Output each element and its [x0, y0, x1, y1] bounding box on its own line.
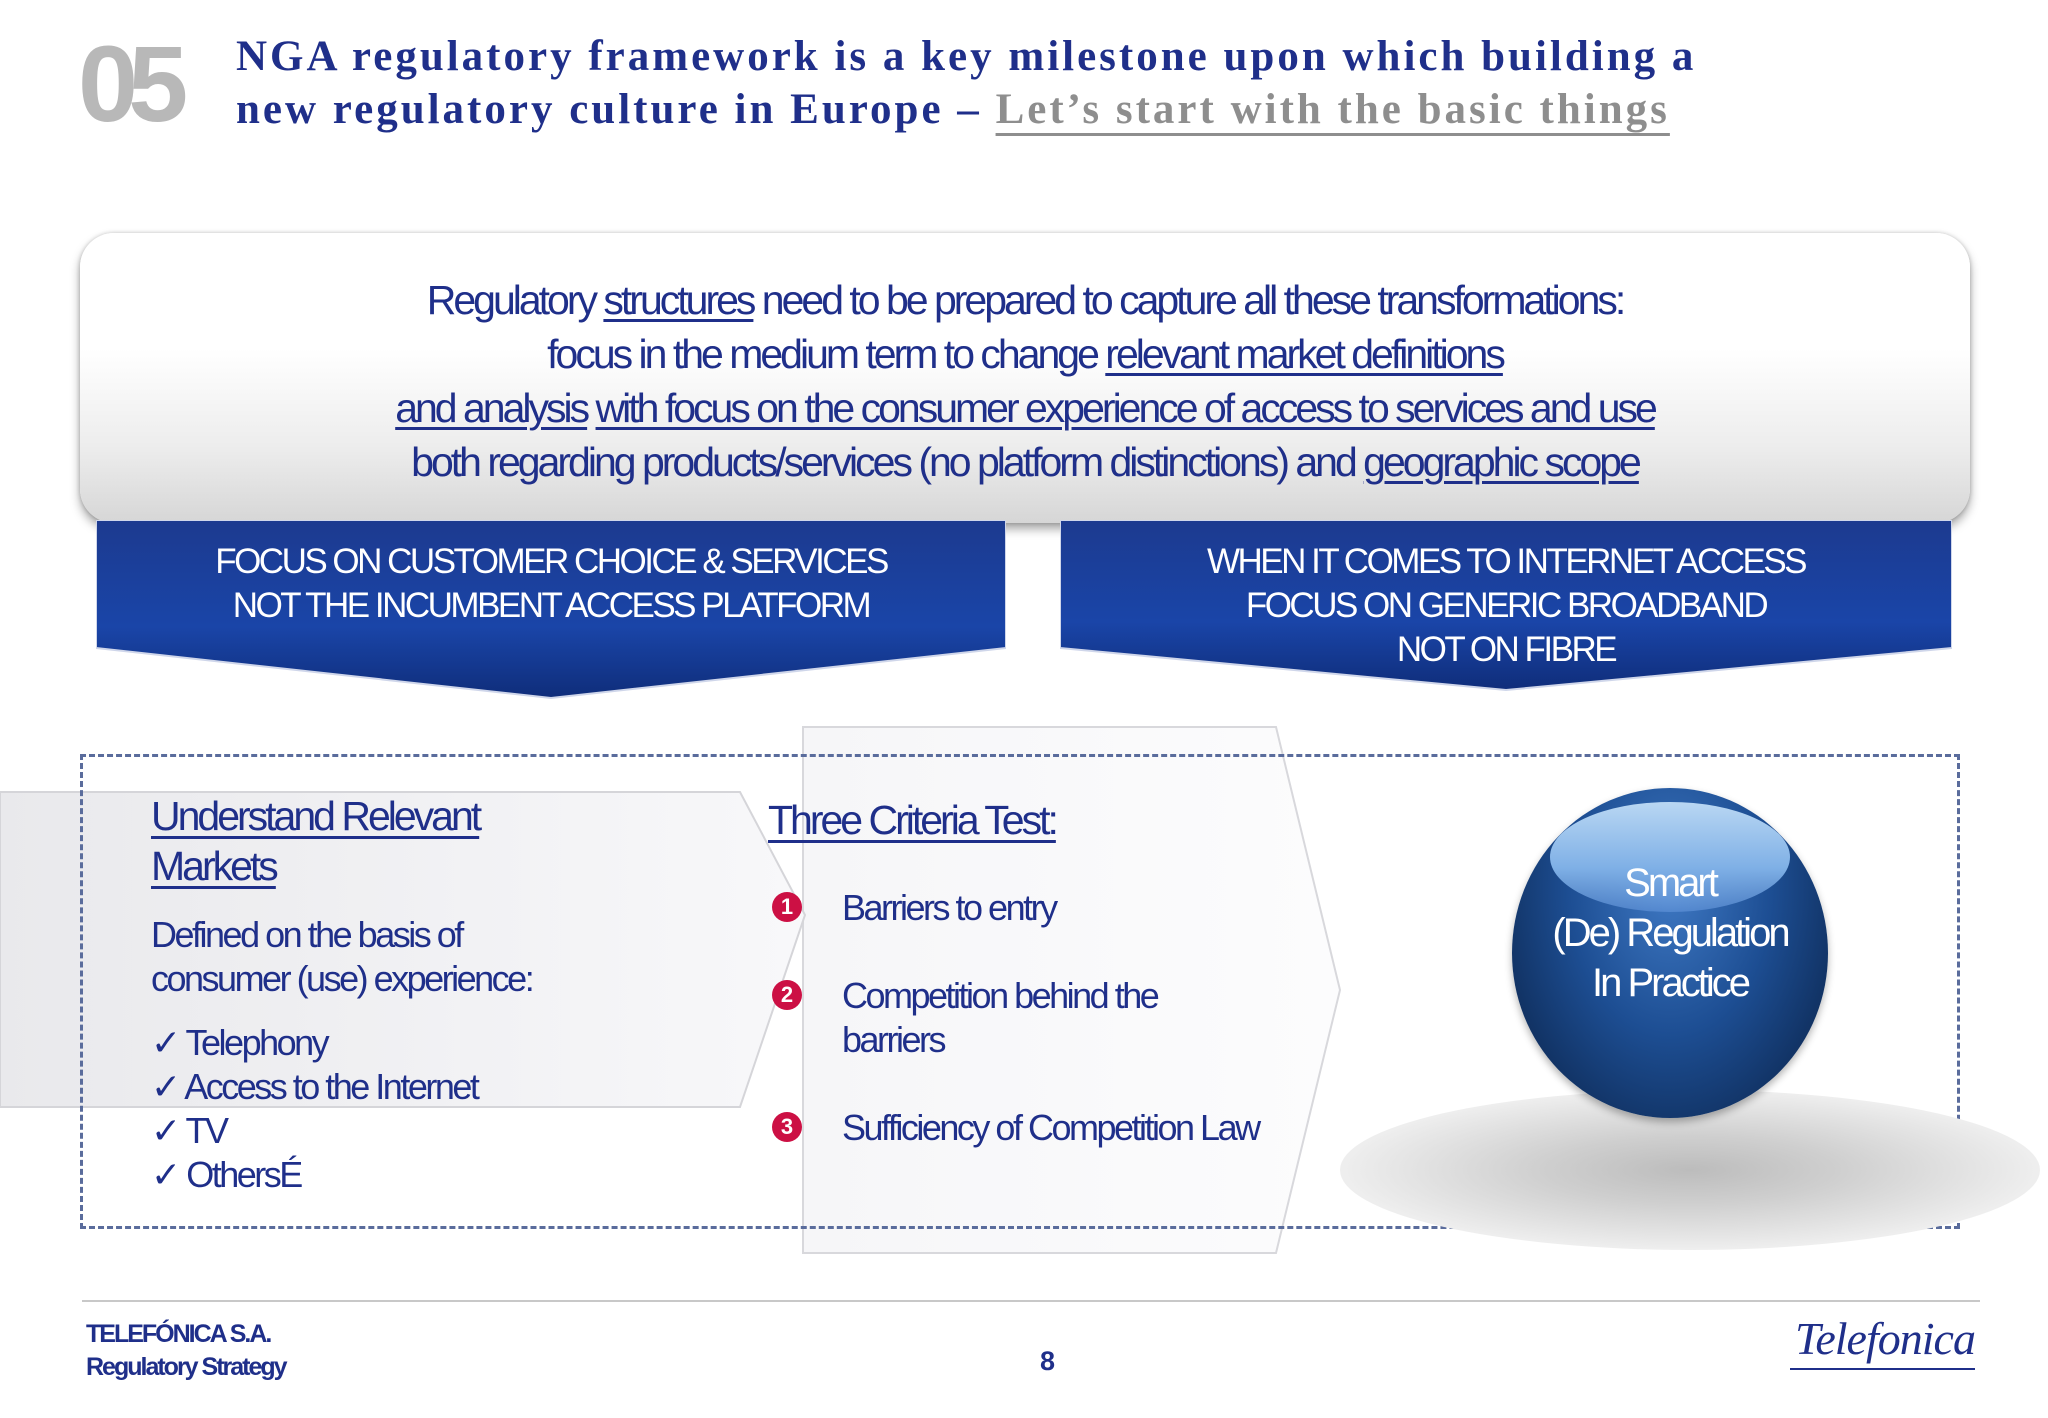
structures-link-text: structures — [603, 277, 754, 323]
banner-left-line2: NOT THE INCUMBENT ACCESS PLATFORM — [232, 586, 870, 625]
relevant-market-definitions-text: relevant market definitions — [1105, 331, 1503, 377]
criteria-item-1 — [842, 886, 1056, 930]
department-name: Regulatory Strategy — [86, 1353, 286, 1381]
section-number: 05 — [78, 23, 179, 144]
market-telephony: Telephony — [185, 1022, 328, 1063]
line4-text: both regarding products/services (no platform distinctions) and — [411, 439, 1364, 485]
markets-title-line1: Understand Relevant — [151, 793, 480, 839]
criteria-number-2-icon: 2 — [772, 980, 802, 1010]
criteria-item-3 — [842, 1106, 1259, 1150]
consumer-experience-text: with focus on the consumer experience of access to services and use — [595, 385, 1655, 431]
list-item — [151, 1109, 631, 1153]
check-icon: ✓ — [151, 1022, 179, 1063]
sphere-line1: Smart — [1624, 861, 1716, 905]
criteria-number-1-icon: 1 — [772, 892, 802, 922]
market-internet-access: Access to the Internet — [184, 1066, 478, 1107]
banner-left-text — [96, 540, 1006, 628]
criteria-item-2-line1: Competition behind the — [842, 975, 1158, 1016]
markets-description — [151, 913, 631, 1001]
check-icon: ✓ — [151, 1154, 179, 1195]
banner-right-text — [1060, 540, 1952, 672]
markets-title-line2: Markets — [151, 843, 276, 889]
company-name: TELEFÓNICA S.A. — [86, 1320, 271, 1348]
criteria-item-1-text: Barriers to entry — [842, 887, 1056, 928]
footer-company — [86, 1318, 286, 1384]
markets-list — [151, 1021, 631, 1197]
smart-deregulation-sphere — [1512, 788, 1828, 1118]
markets-title — [151, 791, 631, 891]
geographic-scope-text: geographic scope — [1363, 439, 1639, 485]
list-item — [151, 1021, 631, 1065]
and-analysis-text: and analysis — [395, 385, 588, 431]
markets-desc-line1: Defined on the basis of — [151, 914, 462, 955]
banner-generic-broadband — [1060, 520, 1952, 700]
telefonica-logo: Telefonica — [1795, 1313, 1975, 1364]
page-number: 8 — [1040, 1346, 1056, 1376]
check-icon: ✓ — [151, 1110, 179, 1151]
banner-right-line1: WHEN IT COMES TO INTERNET ACCESS — [1206, 542, 1806, 581]
slide-title — [236, 30, 1736, 136]
sphere-text — [1512, 858, 1828, 1008]
banner-left-line1: FOCUS ON CUSTOMER CHOICE & SERVICES — [215, 542, 887, 581]
line2-text: focus in the medium term to change — [547, 331, 1106, 377]
sphere-line2: (De) Regulation — [1552, 911, 1788, 955]
criteria-title: Three Criteria Test: — [768, 797, 1056, 843]
list-item — [151, 1065, 631, 1109]
footer-divider — [82, 1300, 1980, 1302]
banner-right-line2: FOCUS ON GENERIC BROADBAND — [1245, 586, 1767, 625]
slide-title-highlight: Let’s start with the basic things — [995, 86, 1670, 133]
logo-underline — [1790, 1368, 1975, 1370]
check-icon: ✓ — [151, 1066, 179, 1107]
criteria-item-2 — [842, 974, 1157, 1062]
line1-text: Regulatory — [426, 277, 604, 323]
regulatory-structures-box — [80, 233, 1970, 523]
regulatory-structures-text — [80, 273, 1970, 489]
markets-column — [151, 791, 631, 1197]
banner-right-line3: NOT ON FIBRE — [1396, 630, 1616, 669]
criteria-number-3-icon: 3 — [772, 1112, 802, 1142]
market-others: OthersÉ — [186, 1154, 301, 1195]
line1-text-end: need to be prepared to capture all these transformations: — [753, 277, 1624, 323]
criteria-item-2-line2: barriers — [842, 1019, 945, 1060]
slide-title-main: NGA regulatory framework is a key milestone upon which building a new regulatory culture in Europe – — [236, 33, 1697, 133]
sphere-line3: In Practice — [1592, 961, 1748, 1005]
market-tv: TV — [185, 1110, 227, 1151]
criteria-item-3-text: Sufficiency of Competition Law — [842, 1107, 1259, 1148]
banner-customer-choice — [96, 520, 1006, 700]
list-item — [151, 1153, 631, 1197]
markets-desc-line2: consumer (use) experience: — [151, 958, 533, 999]
